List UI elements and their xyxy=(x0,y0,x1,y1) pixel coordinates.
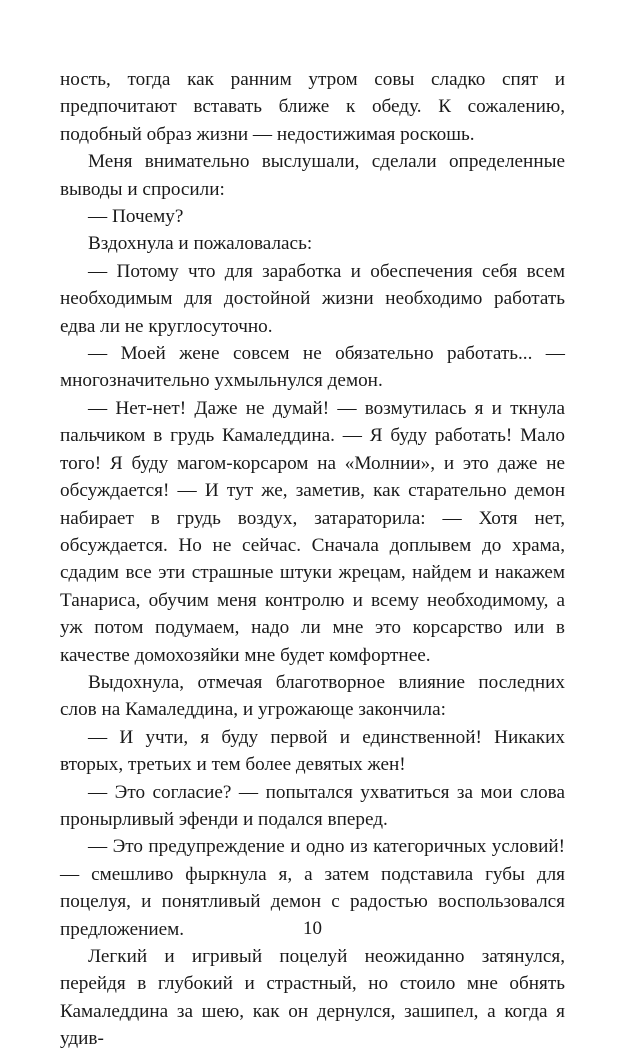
paragraph-1: ность, тогда как ранним утром совы сладко спят и предпочитают вставать ближе к обеду. К сожалению, подобный образ жизни — недостижимая роскошь. xyxy=(60,69,565,145)
paragraph-3: — Почему? xyxy=(88,206,184,228)
paragraph-4: Вздохнула и пожаловалась: xyxy=(88,233,313,255)
paragraph-11: — Это предупреждение и одно из категоричных условий! — смешливо фыркнула я, а затем подставила губы для поцелуя, и понятливый демон с радостью воспользовался предложением. xyxy=(60,836,565,940)
paragraph-6: — Моей жене совсем не обязательно работать... — многозначительно ухмыльнулся демон. xyxy=(60,343,565,392)
paragraph-9: — И учти, я буду первой и единственной! Никаких вторых, третьих и тем более девятых жен! xyxy=(60,726,565,776)
paragraph-8: Выдохнула, отмечая благотворное влияние последних слов на Камаледдина, и угрожающе закончила: xyxy=(60,671,565,721)
paragraph-10: — Это согласие? — попытался ухватиться за мои слова пронырливый эфенди и подался вперед. xyxy=(60,781,565,830)
paragraph-7: — Нет-нет! Даже не думай! — возмутилась я и ткнула пальчиком в грудь Камаледдина. — Я буду работать! Мало того! Я буду магом-корсаром на «Молнии», и это даже не обсуждается! — И тут же, заметив, как старательно демон набирает в грудь воздух, затараторила: — Хотя нет, обсуждается. Но не сейчас. Сначала доплывем до храма, сдадим все эти страшные штуки жрецам, найдем и накажем Танариса, обучим меня контролю и всему необходимому, а уж потом подумаем, надо ли мне это корсарство или в качестве домохозяйки мне будет комфортнее. xyxy=(60,397,565,666)
paragraph-12: Легкий и игривый поцелуй неожиданно затянулся, перейдя в глубокий и страстный, но стоило мне обнять Камаледдина за шею, как он дернулся, зашипел, а когда я удив- xyxy=(60,946,565,1050)
paragraph-5: — Потому что для заработка и обеспечения себя всем необходимым для достойной жизни необходимо работать едва ли не круглосуточно. xyxy=(60,260,565,337)
paragraph-2: Меня внимательно выслушали, сделали определенные выводы и спросили: xyxy=(60,151,565,200)
page-number: 10 xyxy=(303,918,322,939)
body-text xyxy=(60,66,565,1053)
